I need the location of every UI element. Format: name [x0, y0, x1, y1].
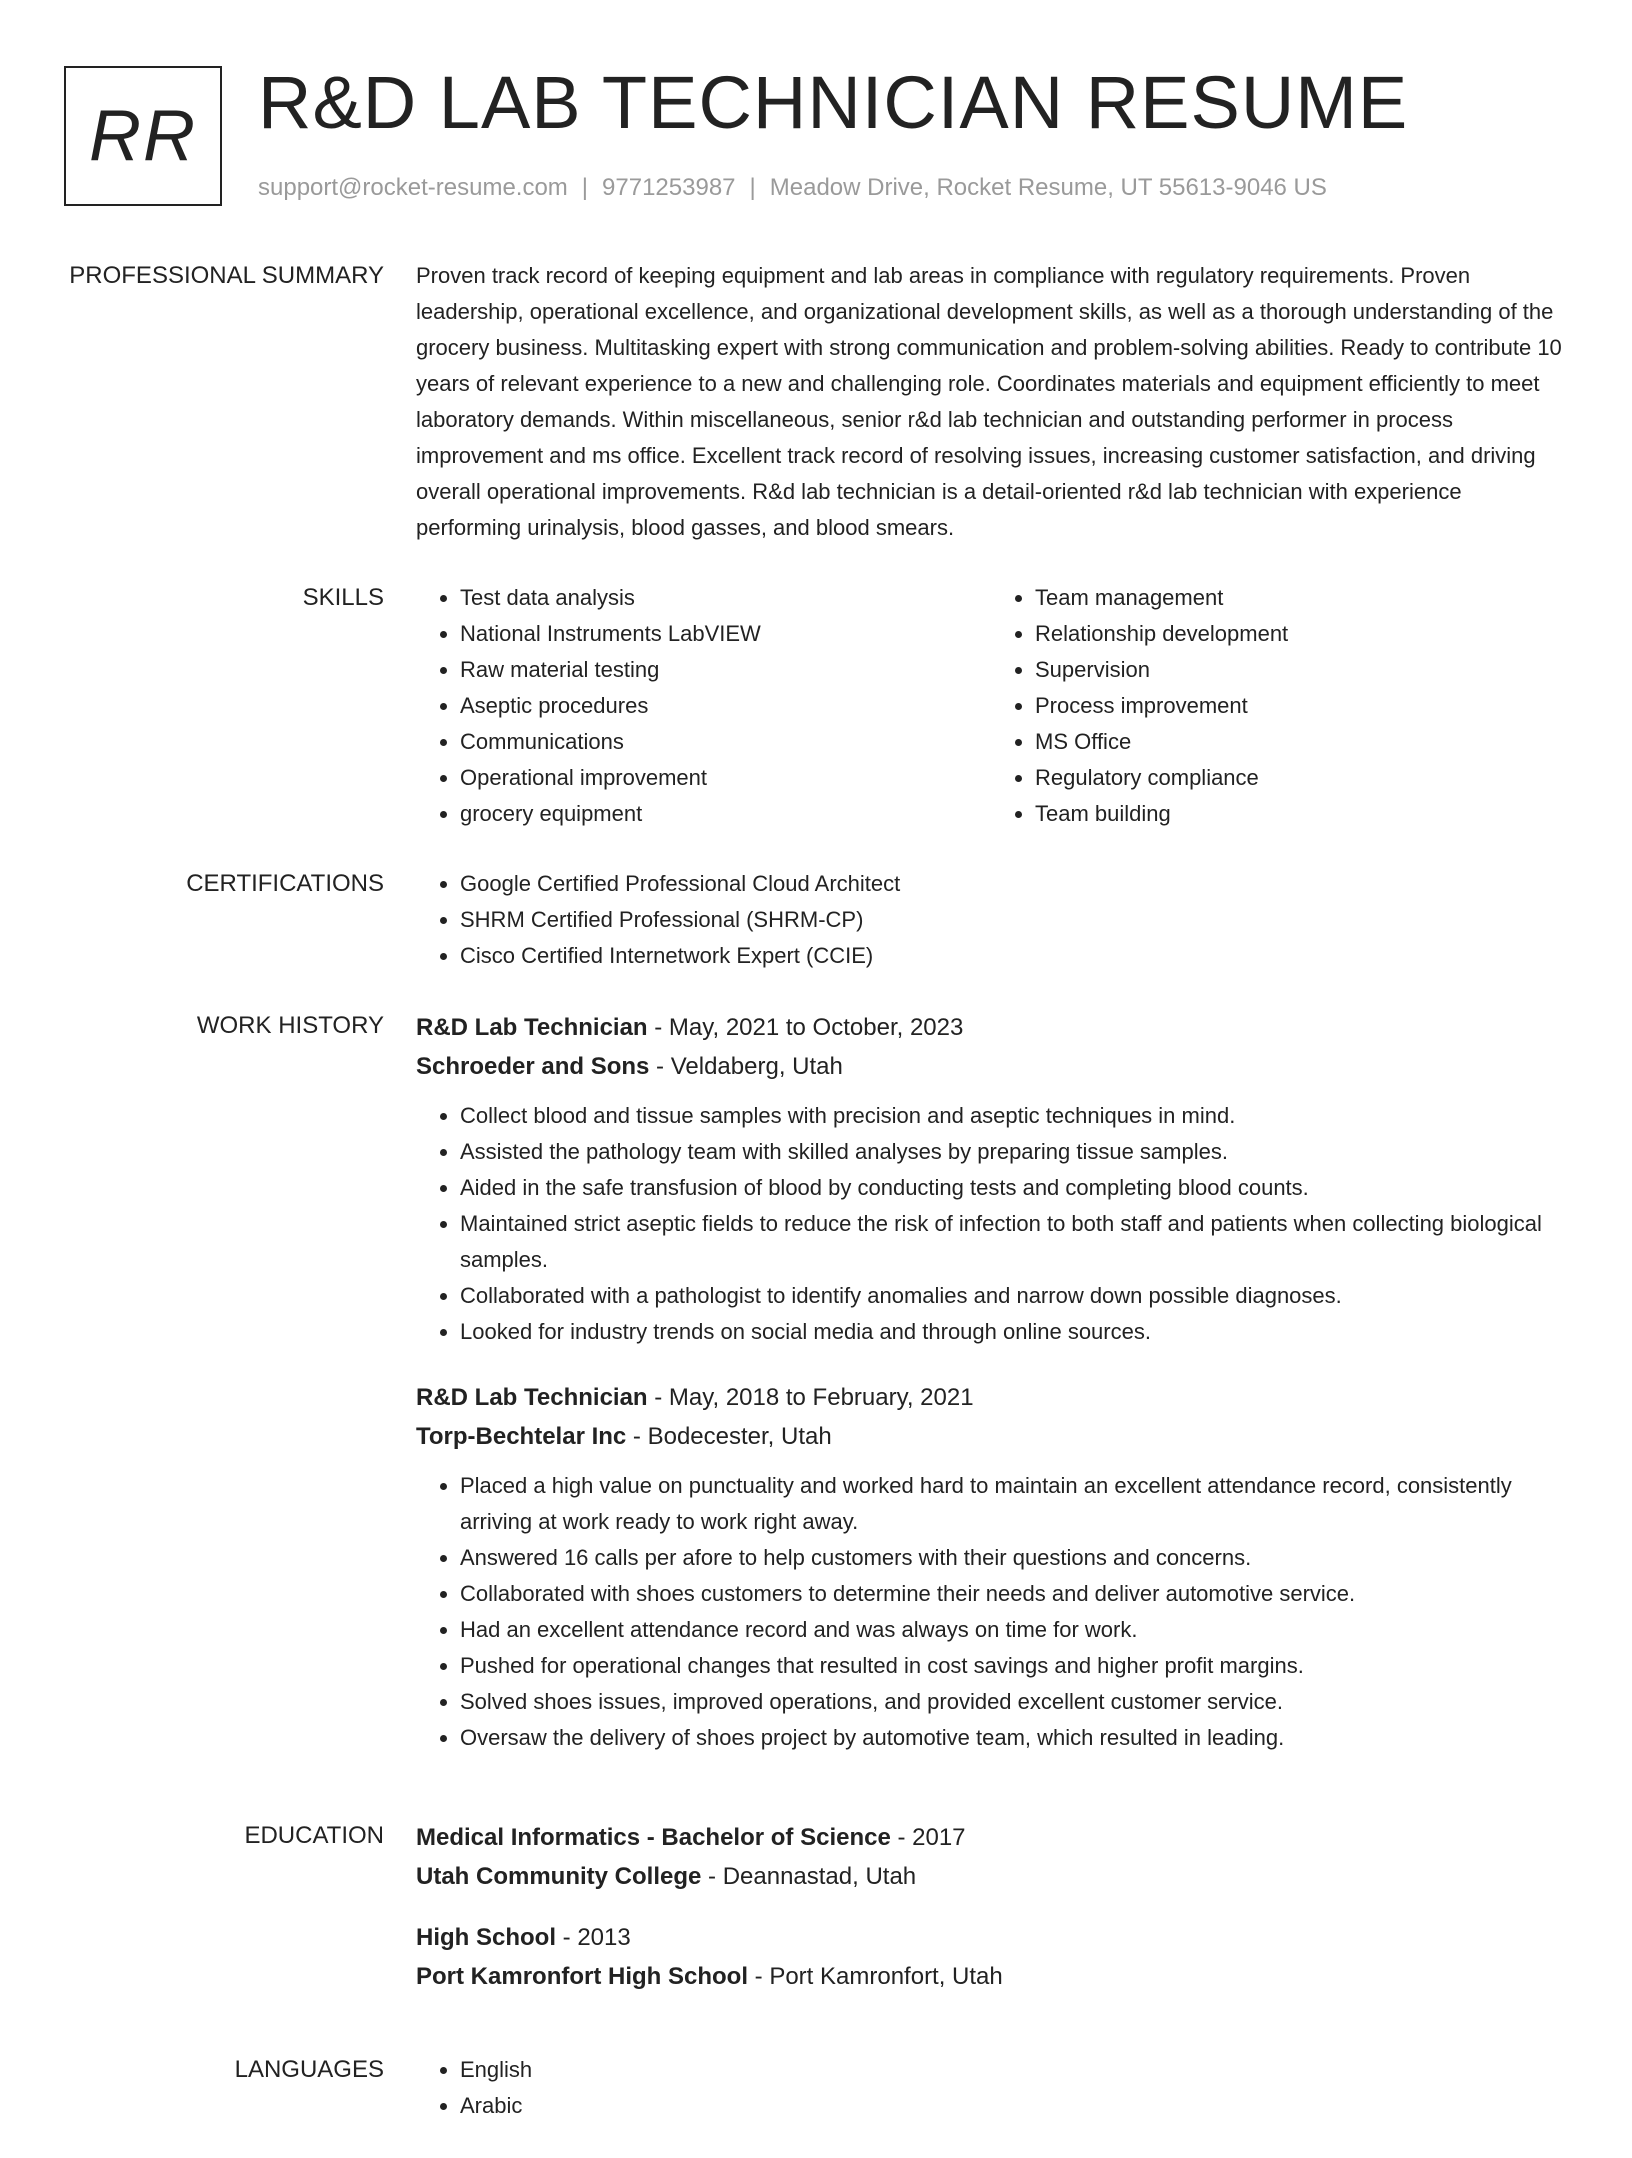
education-school: Port Kamronfort High School: [416, 1963, 748, 1990]
job-title-line: [416, 1008, 1566, 1047]
section-label: SKILLS: [302, 584, 384, 611]
job-title: R&D Lab Technician: [416, 1384, 648, 1411]
job-bullet: • Collaborated with a pathologist to identify anomalies and narrow down possible diagnoses.: [460, 1278, 1566, 1314]
resume-title: R&D LAB TECHNICIAN RESUME: [258, 61, 1409, 144]
work-history-section: [0, 1008, 1632, 1784]
job-entry: [416, 1008, 1566, 1350]
skill-item: • grocery equipment: [460, 796, 991, 832]
education-year: - 2017: [890, 1824, 966, 1851]
certifications-section: [0, 866, 1632, 974]
resume-content: [0, 258, 1632, 2158]
job-company-line: [416, 1047, 1566, 1086]
education-degree: Medical Informatics - Bachelor of Science: [416, 1824, 891, 1851]
summary-text: Proven track record of keeping equipment and lab areas in compliance with regulatory requirements. Proven leadership, operational excellence, and organizational development skills, as well as a thorough understanding of the grocery business. Multitasking expert with strong communication and problem-solving abilities. Ready to contribute 10 years of relevant experience to a new and challenging role. Coordinates materials and equipment efficiently to meet laboratory demands. Within miscellaneous, senior r&d lab technician and outstanding performer in process improvement and ms office. Excellent track record of resolving issues, increasing customer satisfaction, and driving overall operational improvements. R&d lab technician is a detail-oriented r&d lab technician with experience performing urinalysis, blood gasses, and blood smears.: [416, 263, 1562, 540]
education-year: - 2013: [556, 1924, 631, 1951]
job-bullet: • Collect blood and tissue samples with precision and aseptic techniques in mind.: [460, 1098, 1566, 1134]
contact-separator: |: [581, 174, 589, 201]
languages-section: [0, 2052, 1632, 2124]
job-dates: - May, 2018 to February, 2021: [647, 1384, 974, 1411]
skill-item: • Operational improvement: [460, 760, 991, 796]
section-label: LANGUAGES: [234, 2056, 384, 2083]
contact-address: Meadow Drive, Rocket Resume, UT 55613-9046 US: [769, 174, 1327, 201]
skill-item: • Aseptic procedures: [460, 688, 991, 724]
job-company: Schroeder and Sons: [416, 1053, 650, 1080]
job-bullets: [416, 1468, 1566, 1756]
education-section: [0, 1818, 1632, 2018]
job-bullet: • Placed a high value on punctuality and worked hard to maintain an excellent attendance record, consistently arriving at work ready to work right away.: [460, 1468, 1566, 1540]
section-label: CERTIFICATIONS: [186, 870, 384, 897]
language-item: • Arabic: [460, 2088, 1566, 2124]
job-bullet: • Solved shoes issues, improved operations, and provided excellent customer service.: [460, 1684, 1566, 1720]
skills-section: [0, 580, 1632, 832]
skill-item: • Regulatory compliance: [1035, 760, 1566, 796]
education-location: - Port Kamronfort, Utah: [748, 1963, 1003, 1990]
education-entry: [416, 1818, 1566, 1896]
skill-item: • National Instruments LabVIEW: [460, 616, 991, 652]
skill-item: • Relationship development: [1035, 616, 1566, 652]
job-company: Torp-Bechtelar Inc: [416, 1423, 627, 1450]
education-school-line: [416, 1957, 1566, 1996]
skills-list-left: [416, 580, 991, 832]
section-label: EDUCATION: [244, 1822, 384, 1849]
job-company-line: [416, 1417, 1566, 1456]
education-location: - Deannastad, Utah: [701, 1863, 917, 1890]
job-location: - Bodecester, Utah: [626, 1423, 832, 1450]
job-bullet: • Oversaw the delivery of shoes project by automotive team, which resulted in leading.: [460, 1720, 1566, 1756]
language-item: • English: [460, 2052, 1566, 2088]
job-bullet: • Looked for industry trends on social media and through online sources.: [460, 1314, 1566, 1350]
monogram-logo: RR: [64, 66, 222, 206]
job-bullet: • Aided in the safe transfusion of blood by conducting tests and completing blood counts.: [460, 1170, 1566, 1206]
education-entry: [416, 1918, 1566, 1996]
job-bullet: • Pushed for operational changes that resulted in cost savings and higher profit margins.: [460, 1648, 1566, 1684]
job-title-line: [416, 1378, 1566, 1417]
section-label: WORK HISTORY: [196, 1012, 384, 1039]
skill-item: • Supervision: [1035, 652, 1566, 688]
summary-section: [0, 258, 1632, 546]
resume-header: [64, 61, 1564, 216]
section-label: PROFESSIONAL SUMMARY: [69, 262, 384, 289]
skills-list-right: [991, 580, 1566, 832]
job-entry: [416, 1378, 1566, 1756]
education-degree-line: [416, 1818, 1566, 1857]
contact-line: [258, 174, 1327, 202]
skill-item: • Team management: [1035, 580, 1566, 616]
certification-item: • Google Certified Professional Cloud Architect: [460, 866, 1566, 902]
certification-item: • SHRM Certified Professional (SHRM-CP): [460, 902, 1566, 938]
job-title: R&D Lab Technician: [416, 1014, 648, 1041]
skill-item: • Communications: [460, 724, 991, 760]
education-school-line: [416, 1857, 1566, 1896]
skill-item: • Raw material testing: [460, 652, 991, 688]
languages-list: [416, 2052, 1566, 2124]
skill-item: • MS Office: [1035, 724, 1566, 760]
education-degree-line: [416, 1918, 1566, 1957]
job-location: - Veldaberg, Utah: [649, 1053, 843, 1080]
job-bullet: • Assisted the pathology team with skilled analyses by preparing tissue samples.: [460, 1134, 1566, 1170]
certification-item: • Cisco Certified Internetwork Expert (CCIE): [460, 938, 1566, 974]
education-school: Utah Community College: [416, 1863, 702, 1890]
job-bullet: • Collaborated with shoes customers to determine their needs and deliver automotive service.: [460, 1576, 1566, 1612]
skill-item: • Test data analysis: [460, 580, 991, 616]
contact-email: support@rocket-resume.com: [258, 174, 568, 201]
job-bullets: [416, 1098, 1566, 1350]
skill-item: • Team building: [1035, 796, 1566, 832]
job-dates: - May, 2021 to October, 2023: [647, 1014, 964, 1041]
contact-separator: |: [749, 174, 756, 201]
job-bullet: • Had an excellent attendance record and was always on time for work.: [460, 1612, 1566, 1648]
education-degree: High School: [416, 1924, 556, 1951]
job-bullet: • Maintained strict aseptic fields to reduce the risk of infection to both staff and patients when collecting biological samples.: [460, 1206, 1566, 1278]
certifications-list: [416, 866, 1566, 974]
contact-phone: 9771253987: [602, 174, 736, 201]
job-bullet: • Answered 16 calls per afore to help customers with their questions and concerns.: [460, 1540, 1566, 1576]
skill-item: • Process improvement: [1035, 688, 1566, 724]
